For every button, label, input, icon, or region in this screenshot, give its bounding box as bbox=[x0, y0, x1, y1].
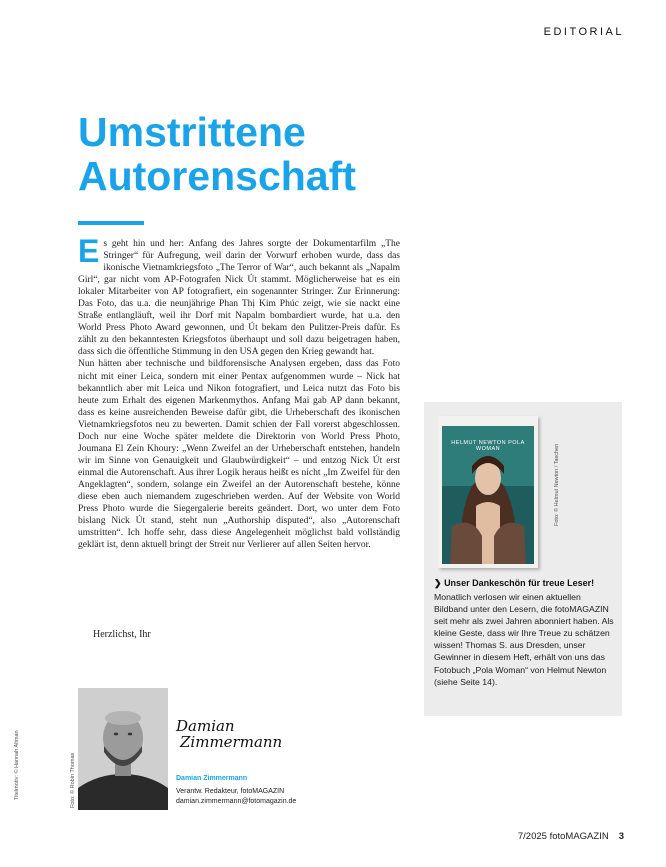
author-role: Verantw. Redakteur, fotoMAGAZIN bbox=[176, 788, 285, 795]
book-photo-credit: Foto: © Helmut Newton / Taschen bbox=[554, 443, 560, 526]
box-heading-text: Unser Dankeschön für treue Leser! bbox=[444, 578, 595, 588]
title-photo-credit: Titelmotiv: © Hannah Altman bbox=[14, 730, 20, 800]
box-text: Monatlich verlosen wir einen aktuellen Bildband unter den Lesern, die fotoMAGAZIN seit mehr als zwei Jahren abonniert haben. Als kleine Geste, dass wir Ihre Treue zu schätzen wissen! Thomas S. aus Dresden, unser Gewinner in diesem Heft, erhält von uns das Fotobuch „Pola Woman“ von Helmut Newton (siehe Seite 14). bbox=[434, 592, 614, 687]
section-label: EDITORIAL bbox=[543, 26, 624, 38]
page-footer bbox=[518, 831, 624, 842]
author-info bbox=[176, 787, 296, 807]
author-email[interactable]: damian.zimmermann@fotomagazin.de bbox=[176, 798, 297, 805]
box-heading bbox=[434, 578, 614, 589]
chevron-right-icon: ❯ bbox=[434, 578, 442, 588]
reader-gift-box bbox=[424, 402, 622, 716]
author-name: Damian Zimmermann bbox=[176, 775, 248, 782]
issue-label: 7/2025 fotoMAGAZIN bbox=[517, 831, 609, 842]
book-title: HELMUT NEWTON POLA WOMAN bbox=[451, 440, 525, 452]
article-body bbox=[78, 233, 400, 551]
author-signature bbox=[176, 718, 282, 750]
article-paragraph-1 bbox=[78, 233, 400, 358]
drop-cap: E bbox=[78, 233, 100, 269]
article-paragraph-2: Nun hätten aber technische und bildforensische Analysen ergeben, dass das Foto nicht mit einer Leica, sondern mit einer Pentax aufgenommen wurde – Nick hat bekanntlich aber mit Leica und Nikon fotografiert, und Leica nutzt das Foto bis heute zum Erhalt des eigenen Markenmythos. Anfang Mai gab AP dann bekannt, dass es keine ausreichenden Beweise dafür gibt, die Urheberschaft des ikonischen Vietnamkriegsfotos neu zu bewerten. Damit schien der Fall vorerst abgeschlossen. Doch nur eine Woche später meldete die Direktorin von World Press Photo, Joumana El Zein Khoury: „Wenn Zweifel an der Urheberschaft entstehen, handeln wir im Sinne von Genauigkeit und Glaubwürdigkeit“ – und entzog Nick Út erst einmal die Autorenschaft. Aus ihrer Logik heraus heißt es nicht „Im Zweifel für den Angeklagten“, sondern, solange ein Zweifel an der Autorenschaft bestehe, könne diese eben auch niemandem zugeschrieben werden. Auf der Website von World Press Photo wurde die Siegergalerie bereits geändert. Dort, wo unter dem Foto bislang Nick Út stand, steht nun „Authorship disputed“, also „Autorenschaft umstritten“. Ich hoffe sehr, dass diese Angelegenheit möglichst bald vollständig geklärt ist, denn aktuell bringt der Streit nur Verlierer auf allen Seiten hervor. bbox=[78, 359, 400, 551]
book-cover-image bbox=[438, 416, 538, 568]
signature-line-1: Damian bbox=[176, 717, 235, 735]
headline-line-1: Umstrittene bbox=[78, 109, 306, 155]
headline bbox=[78, 110, 356, 198]
portrait-photo-credit: Foto: © Robin Thomas bbox=[70, 752, 76, 808]
headline-line-2: Autorenschaft bbox=[78, 153, 356, 199]
headline-rule bbox=[78, 221, 144, 225]
article-paragraph-1-text: s geht hin und her: Anfang des Jahres sorgte der Dokumentarfilm „The Stringer“ für Aufregung, weil darin der Vorwurf erhoben wurde, dass das ikonische Vietnamkriegsfoto „The Terror of War“, auch bekannt als „Napalm Girl“, gar nicht vom AP-Fotografen Nick Út stammt. Möglicherweise hat es ein lokaler Mitarbeiter von AP fotografiert, ein sogenannter Stringer. Zur Erinnerung: Das Foto, das u.a. die neunjährige Phan Thị Kim Phúc zeigt, wie sie nackt eine Straße entlangläuft, weil ihr Dorf mit Napalm bombardiert wurde, hat u.a. den World Press Photo Award gewonnen, und Út bekam den Pulitzer-Preis dafür. Es zählt zu den bekanntesten Kriegsfotos überhaupt und soll dazu beigetragen haben, dass sich die öffentliche Stimmung in den USA gegen den Krieg gewandt hat. bbox=[78, 239, 400, 358]
signature-line-2: Zimmermann bbox=[180, 733, 283, 751]
author-portrait bbox=[78, 688, 168, 810]
page-number: 3 bbox=[618, 831, 624, 842]
closing-line: Herzlichst, Ihr bbox=[93, 629, 151, 640]
